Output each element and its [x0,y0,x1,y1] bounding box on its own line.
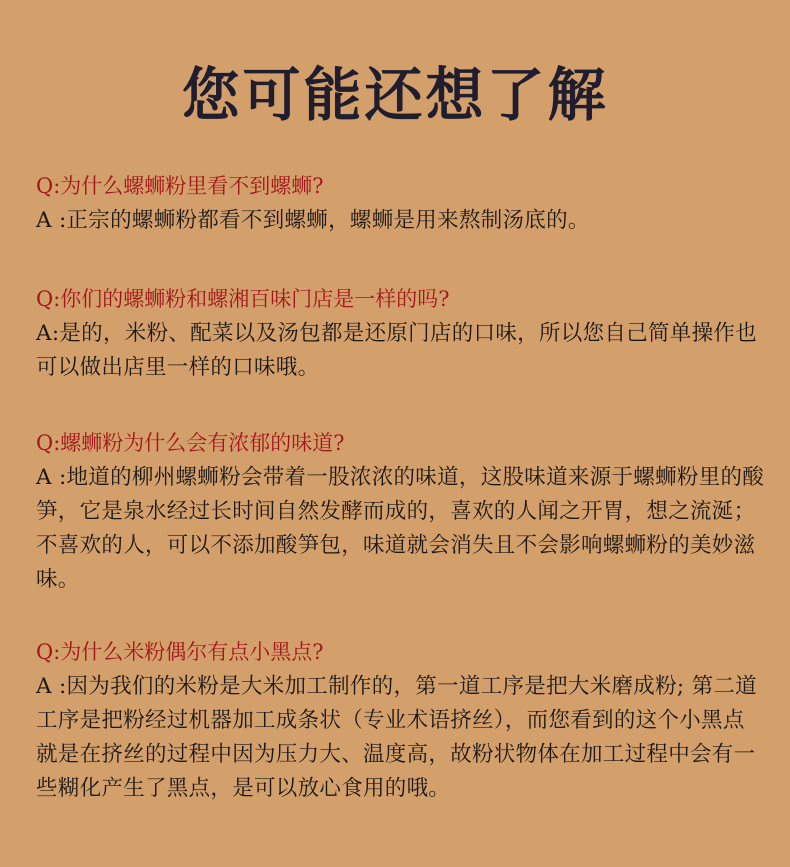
faq-answer: A :正宗的螺蛳粉都看不到螺蛳，螺蛳是用来熬制汤底的。 [36,208,590,233]
faq-item [36,170,766,238]
faq-item [36,427,766,597]
faq-question: Q:为什么螺蛳粉里看不到螺蛳? [36,174,324,198]
faq-question: Q:为什么米粉偶尔有点小黑点? [36,640,324,664]
faq-answer: A:是的，米粉、配菜以及汤包都是还原门店的口味，所以您自己简单操作也可以做出店里一样的口味哦。 [36,321,757,380]
faq-question: Q:你们的螺蛳粉和螺湘百味门店是一样的吗? [36,287,450,311]
faq-answer: A :因为我们的米粉是大米加工制作的，第一道工序是把大米磨成粉; 第二道工序是把粉经过机器加工成条状（专业术语挤丝），而您看到的这个小黑点就是在挤丝的过程中因为压力大、温度高，故粉状物体在加工过程中会有一些糊化产生了黑点，是可以放心食用的哦。 [36,674,757,801]
faq-item [36,283,766,385]
faq-item [36,636,766,806]
faq-question: Q:螺蛳粉为什么会有浓郁的味道? [36,431,345,455]
faq-answer: A :地道的柳州螺蛳粉会带着一股浓浓的味道，这股味道来源于螺蛳粉里的酸笋，它是泉水经过长时间自然发酵而成的，喜欢的人闻之开胃，想之流涎；不喜欢的人，可以不添加酸笋包，味道就会消失且不会影响螺蛳粉的美妙滋味。 [36,465,765,592]
page-title: 您可能还想了解 [181,61,609,129]
